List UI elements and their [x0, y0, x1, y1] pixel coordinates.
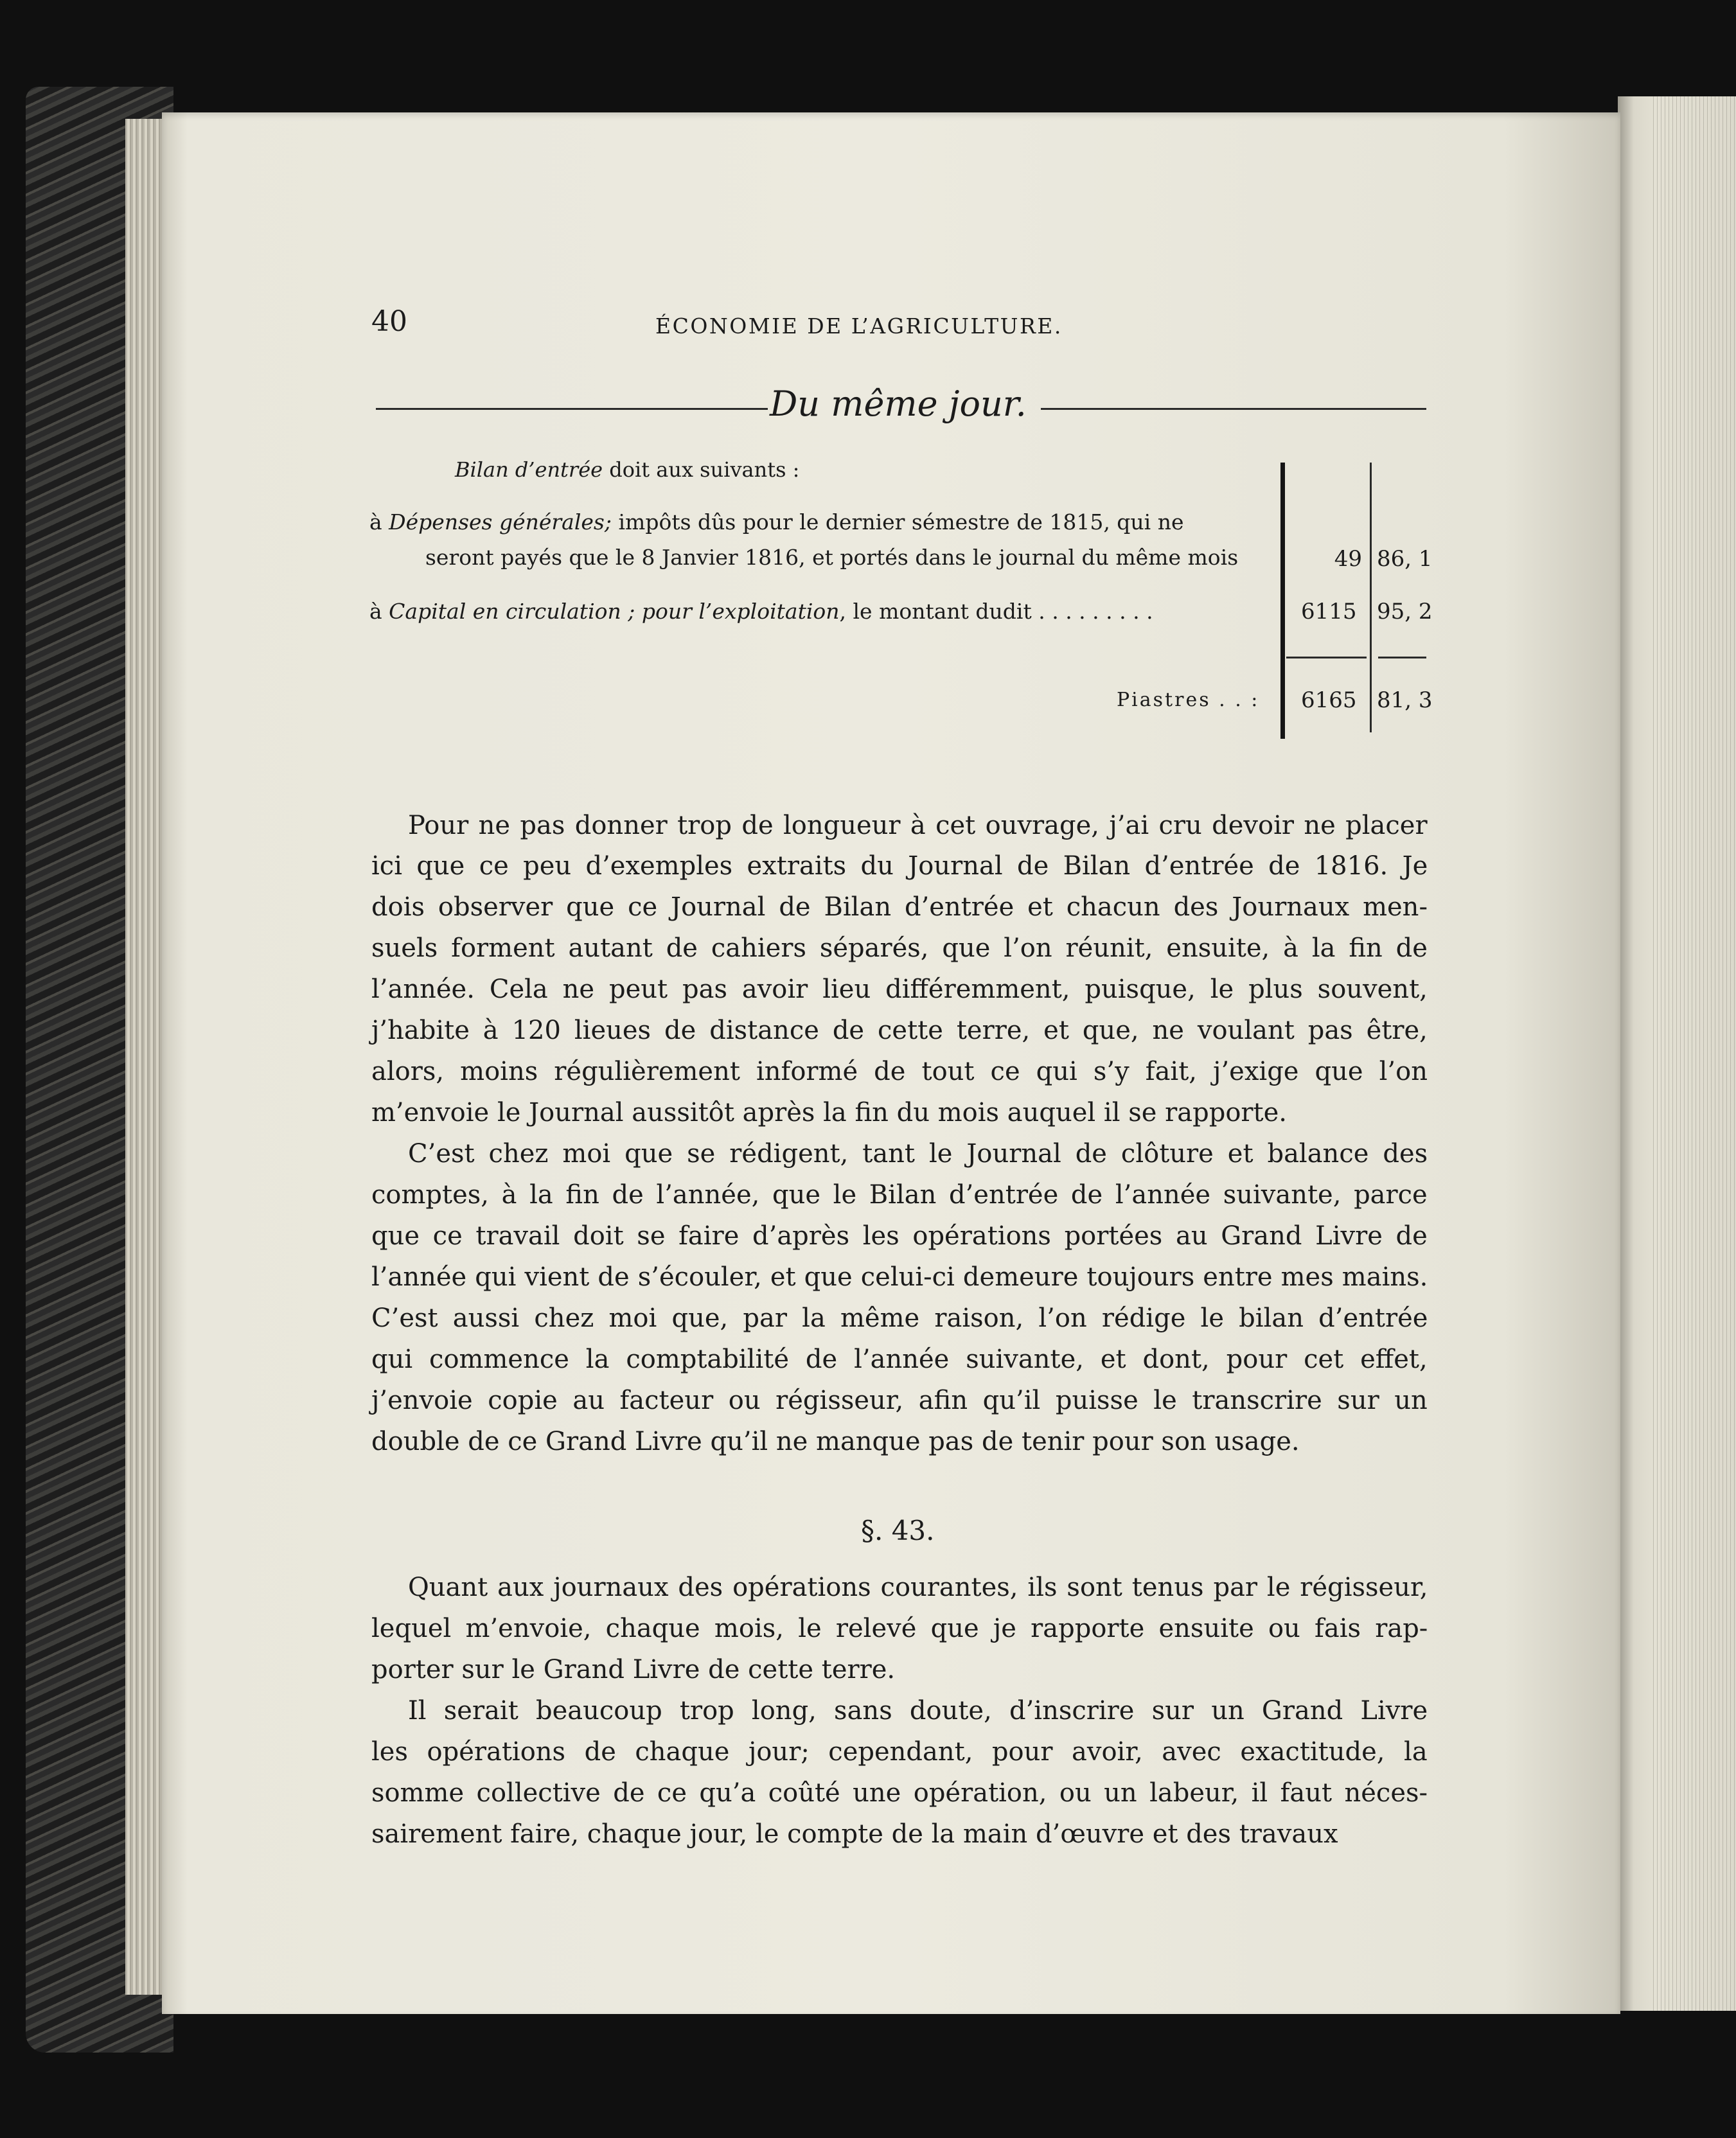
paragraph-2-line: que ce travail doit se faire d’après les opérations portées au Grand Livre de — [371, 1221, 1428, 1251]
paragraph-1-line: ici que ce peu d’exemples extraits du Journal de Bilan d’entrée de 1816. Je — [371, 851, 1428, 881]
paragraph-1-line: j’habite à 120 lieues de distance de cette terre, et que, ne voulant pas être, — [371, 1016, 1428, 1045]
paragraph-2-line: C’est chez moi que se rédigent, tant le Journal de clôture et balance des — [408, 1139, 1428, 1169]
entry-2-piastres: 6115 — [1301, 599, 1357, 624]
entry-2-account: Capital en circulation ; pour l’exploitation — [389, 599, 840, 624]
ledger-intro-account: Bilan d’entrée — [455, 457, 603, 482]
ledger-entry-1-line-1 — [369, 509, 1184, 534]
sum-rule-piastres — [1286, 657, 1367, 658]
entry-1-account: Dépenses générales; — [389, 509, 612, 534]
paragraph-2-line: comptes, à la fin de l’année, que le Bilan d’entrée de l’année suivante, parce — [371, 1180, 1428, 1210]
page-number: 40 — [371, 305, 407, 338]
paragraph-2-line: C’est aussi chez moi que, par la même raison, l’on rédige le bilan d’entrée — [371, 1303, 1428, 1333]
running-head: ÉCONOMIE DE L’AGRICULTURE. — [655, 314, 1063, 339]
paragraph-2-line: double de ce Grand Livre qu’il ne manque pas de tenir pour son usage. — [371, 1427, 1300, 1456]
paragraph-3-line: Quant aux journaux des opérations courantes, ils sont tenus par le régisseur, — [408, 1573, 1428, 1602]
ledger-total-label: Piastres . . : — [1117, 689, 1260, 711]
paragraph-4-line: somme collective de ce qu’a coûté une opération, ou un labeur, il faut néces- — [371, 1778, 1428, 1808]
ledger-intro-text: doit aux suivants : — [603, 457, 800, 482]
book-right-page-edges — [1650, 96, 1736, 2011]
paragraph-1-line: m’envoie le Journal aussitôt après la fin du mois auquel il se rapporte. — [371, 1098, 1287, 1127]
ledger-entry-1-line-2: seront payés que le 8 Janvier 1816, et portés dans le journal du même mois — [425, 545, 1239, 570]
paragraph-4-line: Il serait beaucoup trop long, sans doute, d’inscrire sur un Grand Livre — [408, 1696, 1428, 1726]
paragraph-2-line: l’année qui vient de s’écouler, et que celui-ci demeure toujours entre mes mains. — [371, 1262, 1428, 1292]
paragraph-4-line: sairement faire, chaque jour, le compte de la main d’œuvre et des travaux — [371, 1819, 1338, 1849]
paragraph-1-line: dois observer que ce Journal de Bilan d’entrée et chacun des Journaux men- — [371, 892, 1428, 922]
paragraph-1-line: Pour ne pas donner trop de longueur à cet ouvrage, j’ai cru devoir ne placer — [408, 811, 1428, 840]
ledger-intro — [455, 457, 799, 482]
paragraph-1-line: suels forment autant de cahiers séparés, que l’on réunit, ensuite, à la fin de — [371, 933, 1428, 963]
ledger-column-rule-left — [1280, 463, 1285, 739]
section-title: Du même jour. — [770, 384, 1027, 424]
title-rule-left — [376, 408, 768, 410]
entry-1-text: impôts dûs pour le dernier sémestre de 1815, qui ne — [611, 509, 1184, 534]
ledger-column-rule-middle — [1370, 463, 1372, 732]
paragraph-2-line: j’envoie copie au facteur ou régisseur, afin qu’il puisse le transcrire sur un — [371, 1386, 1428, 1415]
entry-2-text: , le montant dudit . . . . . . . . . — [839, 599, 1153, 624]
paragraph-1-line: l’année. Cela ne peut pas avoir lieu différemment, puisque, le plus souvent, — [371, 975, 1428, 1004]
paragraph-1-line: alors, moins régulièrement informé de tout ce qui s’y fait, j’exige que l’on — [371, 1057, 1428, 1086]
sum-rule-cents — [1378, 657, 1426, 658]
section-mark: §. 43. — [861, 1515, 935, 1546]
entry-2-cents: 95, 2 — [1377, 599, 1433, 624]
total-piastres: 6165 — [1301, 687, 1357, 713]
entry-1-piastres: 49 — [1334, 546, 1362, 572]
ledger-entry-2 — [369, 599, 1153, 624]
paragraph-3-line: lequel m’envoie, chaque mois, le relevé que je rapporte ensuite ou fais rap- — [371, 1614, 1428, 1643]
paragraph-4-line: les opérations de chaque jour; cependant, pour avoir, avec exactitude, la — [371, 1737, 1428, 1767]
title-rule-right — [1041, 408, 1426, 410]
entry-1-cents: 86, 1 — [1377, 546, 1433, 572]
entry-1-prefix: à — [369, 509, 389, 534]
paragraph-2-line: qui commence la comptabilité de l’année suivante, et dont, pour cet effet, — [371, 1345, 1428, 1374]
paragraph-3-line: porter sur le Grand Livre de cette terre. — [371, 1655, 896, 1684]
total-cents: 81, 3 — [1377, 687, 1433, 713]
entry-2-prefix: à — [369, 599, 389, 624]
